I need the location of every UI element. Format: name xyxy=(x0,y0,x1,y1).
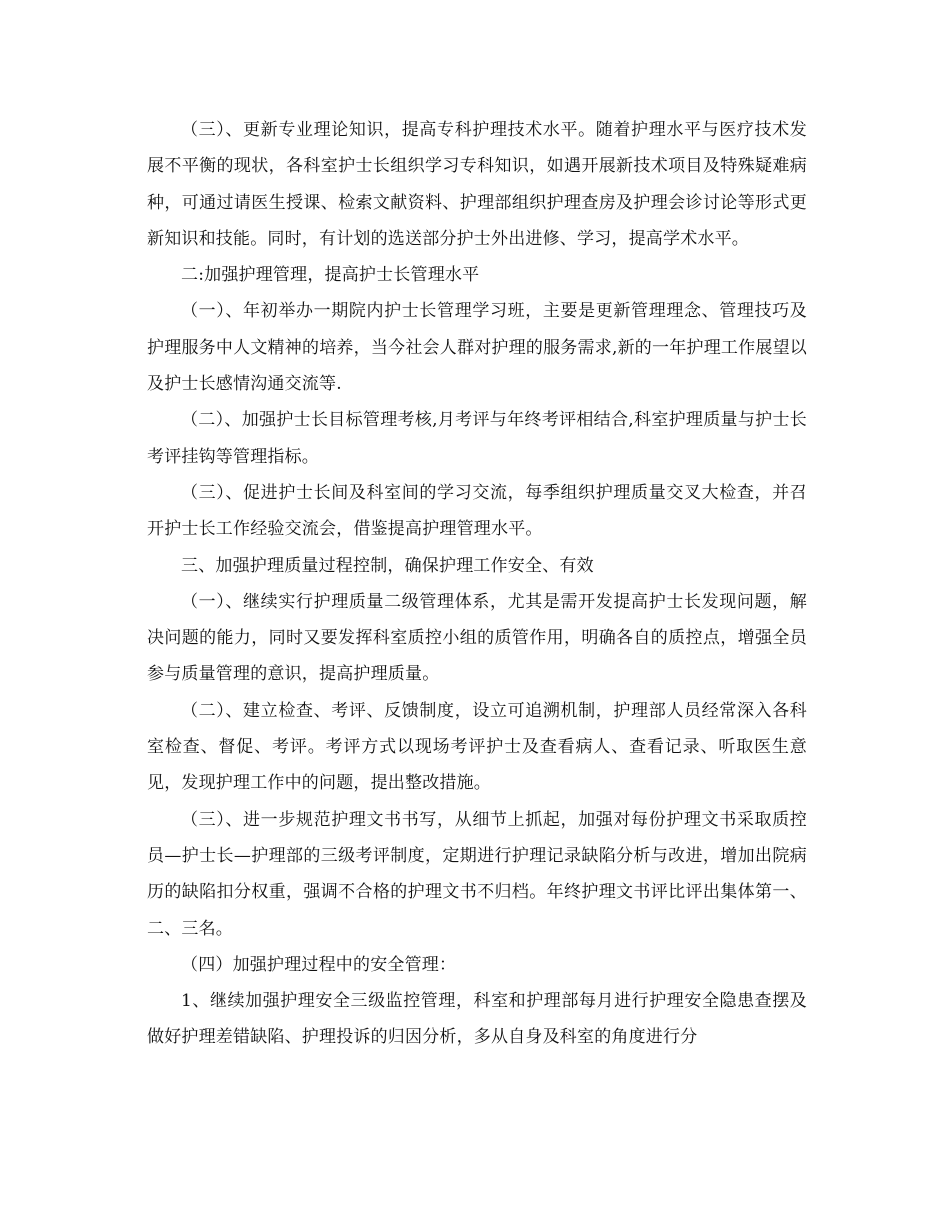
document-body xyxy=(147,112,807,1056)
subsection-heading-safety: （四）加强护理过程中的安全管理： xyxy=(181,954,457,975)
section-heading-quality-control: 三、加强护理质量过程控制，确保护理工作安全、有效 xyxy=(181,555,594,576)
paragraph-assessment: （二）、加强护士长目标管理考核,月考评与年终考评相结合,科室护理质量与护士长考评挂钩等管理指标。 xyxy=(147,410,807,467)
paragraph-two-level-system: （一）、继续实行护理质量二级管理体系，尤其是需开发提高护士长发现问题，解决问题的能力，同时又要发挥科室质控小组的质管作用，明确各自的质控点，增强全员参与质量管理的意识，提高护理质量。 xyxy=(147,591,807,685)
paragraph-update-knowledge: （三）、更新专业理论知识，提高专科护理技术水平。随着护理水平与医疗技术发展不平衡的现状，各科室护士长组织学习专科知识，如遇开展新技术项目及特殊疑难病种，可通过请医生授课、检索文献资料、护理部组织护理查房及护理会诊讨论等形式更新知识和技能。同时，有计划的选送部分护士外出进修、学习，提高学术水平。 xyxy=(147,120,807,249)
paragraph-feedback-system: （二）、建立检查、考评、反馈制度，设立可追溯机制，护理部人员经常深入各科室检查、督促、考评。考评方式以现场考评护士及查看病人、查看记录、听取医生意见，发现护理工作中的问题，提出整改措施。 xyxy=(147,700,807,794)
section-heading-management: 二:加强护理管理，提高护士长管理水平 xyxy=(181,265,480,286)
paragraph-exchange: （三）、促进护士长间及科室间的学习交流，每季组织护理质量交叉大检查，并召开护士长工作经验交流会，借鉴提高护理管理水平。 xyxy=(147,482,807,540)
paragraph-documentation: （三）、进一步规范护理文书书写，从细节上抓起，加强对每份护理文书采取质控员—护士长—护理部的三级考评制度，定期进行护理记录缺陷分析与改进，增加出院病历的缺陷扣分权重，强调不合格的护理文书不归档。年终护理文书评比评出集体第一、二、三名。 xyxy=(147,809,807,939)
paragraph-training-class: （一）、年初举办一期院内护士长管理学习班，主要是更新管理理念、管理技巧及护理服务中人文精神的培养，当今社会人群对护理的服务需求,新的一年护理工作展望以及护士长感情沟通交流等. xyxy=(147,301,807,395)
paragraph-safety-monitoring: 1、继续加强护理安全三级监控管理，科室和护理部每月进行护理安全隐患查摆及做好护理差错缺陷、护理投诉的归因分析，多从自身及科室的角度进行分 xyxy=(147,991,807,1048)
